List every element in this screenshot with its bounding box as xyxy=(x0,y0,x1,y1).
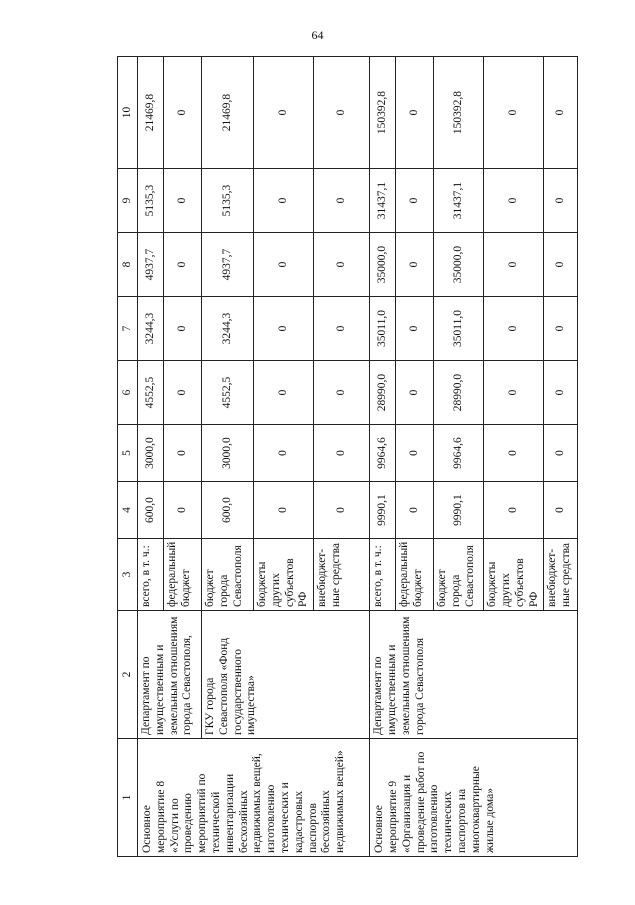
value-cell: 0 xyxy=(164,482,202,539)
value-cell: 3000,0 xyxy=(202,425,254,482)
value-cell: 0 xyxy=(484,482,544,539)
value-cell: 0 xyxy=(544,233,578,297)
value-cell: 0 xyxy=(484,361,544,425)
table-row xyxy=(202,57,254,857)
value-cell: 0 xyxy=(164,361,202,425)
funding-label: внебюджет-ные средства xyxy=(314,539,370,611)
funding-label: бюджет города Севастополя xyxy=(202,539,254,611)
funding-label: всего, в т. ч.: xyxy=(138,539,164,611)
value-cell: 0 xyxy=(164,57,202,169)
value-cell: 150392,8 xyxy=(434,57,484,169)
value-cell: 35000,0 xyxy=(370,233,396,297)
value-cell: 5135,3 xyxy=(138,169,164,233)
column-number-3: 3 xyxy=(118,539,138,611)
rotated-table-frame xyxy=(117,57,573,857)
value-cell: 0 xyxy=(396,425,434,482)
value-cell: 0 xyxy=(314,297,370,361)
value-cell: 0 xyxy=(254,233,314,297)
value-cell: 0 xyxy=(314,361,370,425)
value-cell: 31437,1 xyxy=(434,169,484,233)
value-cell: 21469,8 xyxy=(138,57,164,169)
value-cell: 4937,7 xyxy=(202,233,254,297)
value-cell: 9990,1 xyxy=(434,482,484,539)
value-cell: 0 xyxy=(396,233,434,297)
value-cell: 0 xyxy=(314,57,370,169)
value-cell: 21469,8 xyxy=(202,57,254,169)
value-cell: 0 xyxy=(254,482,314,539)
value-cell: 3244,3 xyxy=(202,297,254,361)
value-cell: 0 xyxy=(254,169,314,233)
value-cell: 4552,5 xyxy=(202,361,254,425)
column-number-4: 4 xyxy=(118,482,138,539)
funding-label: всего, в т. ч.: xyxy=(370,539,396,611)
measure-8-executor-secondary: ГКУ города Севастополя «Фонд государственного имущества» xyxy=(202,611,370,739)
column-number-1: 1 xyxy=(118,739,138,857)
value-cell: 0 xyxy=(396,361,434,425)
column-number-2: 2 xyxy=(118,611,138,739)
value-cell: 600,0 xyxy=(138,482,164,539)
value-cell: 0 xyxy=(396,57,434,169)
funding-label: федеральный бюджет xyxy=(396,539,434,611)
page-number: 64 xyxy=(311,28,324,42)
value-cell: 9964,6 xyxy=(434,425,484,482)
column-number-8: 8 xyxy=(118,233,138,297)
value-cell: 0 xyxy=(254,297,314,361)
table-row xyxy=(138,57,164,857)
value-cell: 150392,8 xyxy=(370,57,396,169)
value-cell: 0 xyxy=(484,233,544,297)
value-cell: 0 xyxy=(544,482,578,539)
value-cell: 35011,0 xyxy=(370,297,396,361)
value-cell: 35011,0 xyxy=(434,297,484,361)
value-cell: 3000,0 xyxy=(138,425,164,482)
value-cell: 0 xyxy=(164,297,202,361)
funding-label: внебюджет-ные средства xyxy=(544,539,578,611)
value-cell: 600,0 xyxy=(202,482,254,539)
funding-label: бюджеты других субъектов РФ xyxy=(254,539,314,611)
value-cell: 28990,0 xyxy=(370,361,396,425)
value-cell: 0 xyxy=(254,425,314,482)
table-row xyxy=(370,57,396,857)
measure-9-title: Основное мероприятие 9 «Организация и проведение работ по изготовлению технических паспортов на многоквартирные жилые дома» xyxy=(370,739,578,857)
value-cell: 0 xyxy=(484,425,544,482)
value-cell: 4552,5 xyxy=(138,361,164,425)
value-cell: 0 xyxy=(314,233,370,297)
value-cell: 0 xyxy=(544,425,578,482)
value-cell: 9990,1 xyxy=(370,482,396,539)
value-cell: 0 xyxy=(396,297,434,361)
value-cell: 0 xyxy=(544,297,578,361)
value-cell: 0 xyxy=(314,169,370,233)
value-cell: 0 xyxy=(396,482,434,539)
column-number-6: 6 xyxy=(118,361,138,425)
budget-table xyxy=(117,56,578,857)
value-cell: 0 xyxy=(164,233,202,297)
funding-label: бюджет города Севастополя xyxy=(434,539,484,611)
value-cell: 0 xyxy=(544,57,578,169)
column-number-7: 7 xyxy=(118,297,138,361)
value-cell: 5135,3 xyxy=(202,169,254,233)
value-cell: 0 xyxy=(544,361,578,425)
value-cell: 4937,7 xyxy=(138,233,164,297)
value-cell: 0 xyxy=(484,297,544,361)
value-cell: 0 xyxy=(254,57,314,169)
value-cell: 0 xyxy=(484,169,544,233)
funding-label: федеральный бюджет xyxy=(164,539,202,611)
measure-8-executor-primary: Департамент по имущественным и земельным отношениям города Севастополя, xyxy=(138,611,202,739)
value-cell: 28990,0 xyxy=(434,361,484,425)
value-cell: 0 xyxy=(254,361,314,425)
column-number-10: 10 xyxy=(118,57,138,169)
measure-9-executor: Департамент по имущественным и земельным отношениям города Севастополя xyxy=(370,611,578,739)
value-cell: 0 xyxy=(164,425,202,482)
value-cell: 0 xyxy=(484,57,544,169)
measure-8-title: Основное мероприятие 8 «Услуги по проведению мероприятий по технической инвентаризации бесхозяйных недвижимых вещей, изготовлению технических и кадастровых паспортов бесхозяйных недвижимых вещей» xyxy=(138,739,370,857)
value-cell: 3244,3 xyxy=(138,297,164,361)
rotated-table-container xyxy=(117,57,573,857)
column-number-row xyxy=(118,57,138,857)
column-number-5: 5 xyxy=(118,425,138,482)
value-cell: 0 xyxy=(314,425,370,482)
funding-label: бюджеты других субъектов РФ xyxy=(484,539,544,611)
value-cell: 0 xyxy=(314,482,370,539)
value-cell: 0 xyxy=(544,169,578,233)
value-cell: 31437,1 xyxy=(370,169,396,233)
value-cell: 0 xyxy=(396,169,434,233)
column-number-9: 9 xyxy=(118,169,138,233)
value-cell: 9964,6 xyxy=(370,425,396,482)
value-cell: 35000,0 xyxy=(434,233,484,297)
value-cell: 0 xyxy=(164,169,202,233)
